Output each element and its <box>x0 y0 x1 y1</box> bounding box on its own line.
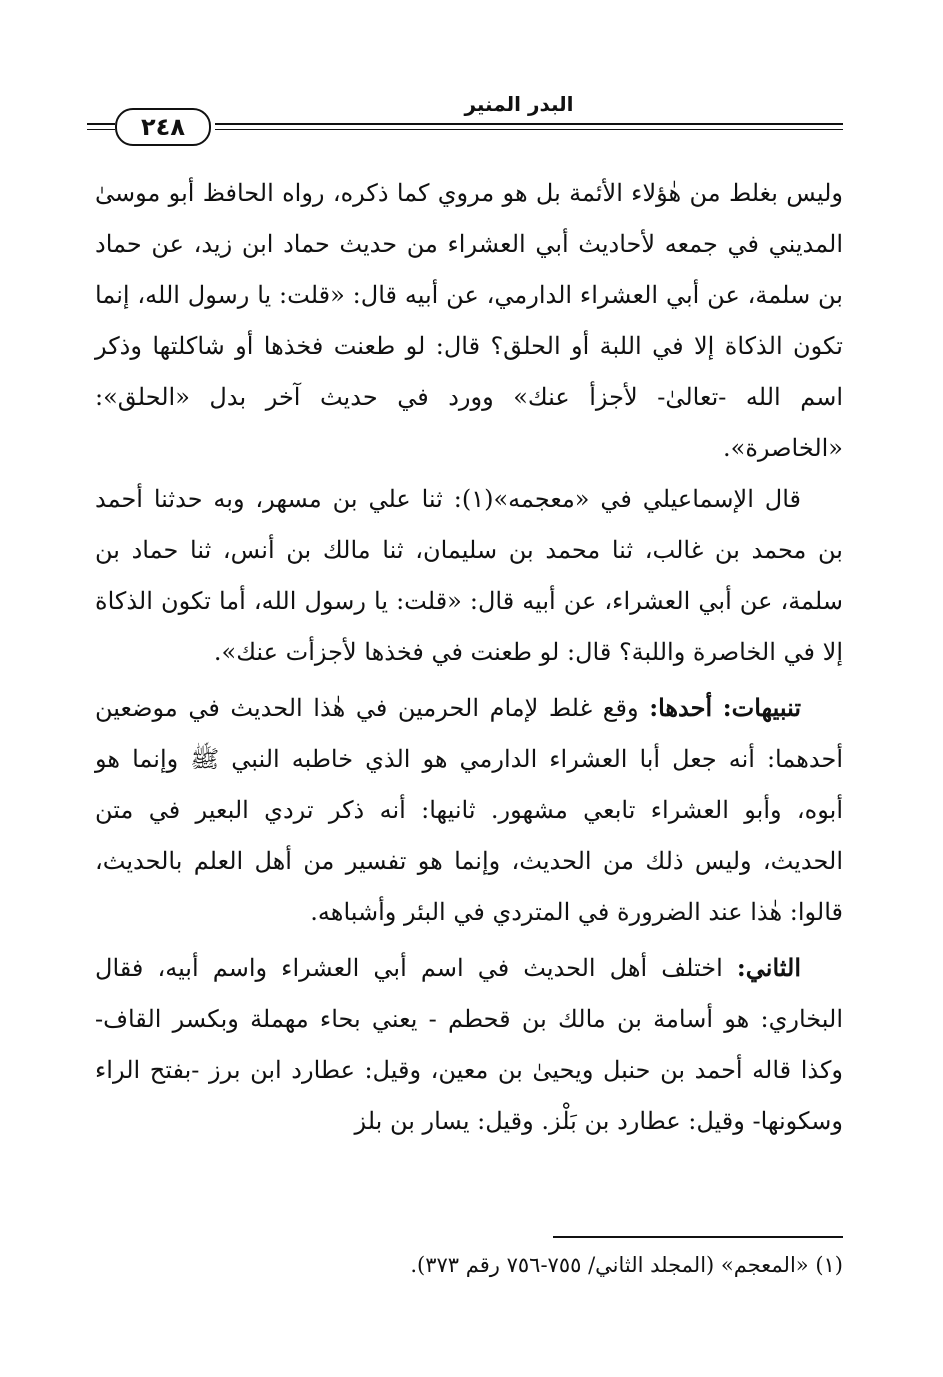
notes-heading: تنبيهات: <box>722 693 801 722</box>
paragraph-3-text: وقع غلط لإمام الحرمين في هٰذا الحديث في موضعين أحدهما: أنه جعل أبا العشراء الدارمي هو الذي خاطبه النبي ﷺ وإنما هو أبوه، وأبو العشراء تابعي مشهور. ثانيها: أنه ذكر تردي البعير في متن الحديث، وليس ذلك من الحديث، وإنما هو تفسير من أهل العلم بالحديث، قالوا: هٰذا عند الضرورة في المتردي في البئر وأشباهه. <box>95 694 843 926</box>
main-text <box>95 168 843 1147</box>
paragraph-3 <box>95 682 843 938</box>
header-rule-left-thin <box>87 129 115 130</box>
header-rule-thick <box>215 123 843 125</box>
paragraph-4-text: اختلف أهل الحديث في اسم أبي العشراء واسم أبيه، فقال البخاري: هو أسامة بن مالك بن قحطم - يعني بحاء مهملة وبكسر القاف- وكذا قاله أحمد بن حنبل ويحيىٰ بن معين، وقيل: عطارد ابن برز -بفتح الراء وسكونها- وقيل: عطارد بن بَلْز. وقيل: يسار بن بلز <box>95 954 843 1135</box>
footnote-rule <box>553 1236 843 1238</box>
paragraph-2: قال الإسماعيلي في «معجمه»(١): ثنا علي بن مسهر، وبه حدثنا أحمد بن محمد بن غالب، ثنا محمد بن سليمان، ثنا مالك بن أنس، ثنا حماد بن سلمة، عن أبي العشراء، عن أبيه قال: «قلت: يا رسول الله، أما تكون الذكاة إلا في الخاصرة واللبة؟ قال: لو طعنت في فخذها لأجزأت عنك». <box>95 485 843 666</box>
header-rule-thin <box>215 129 843 130</box>
page-number: ٢٤٨ <box>115 108 211 146</box>
page-header <box>95 92 843 152</box>
running-title: البدر المنير <box>464 92 574 116</box>
footnote: (١) «المعجم» (المجلد الثاني/ ٧٥٥-٧٥٦ رقم ٣٧٣). <box>410 1253 843 1277</box>
paragraph-1: وليس بغلط من هٰؤلاء الأئمة بل هو مروي كما ذكره، رواه الحافظ أبو موسىٰ المديني في جمعه لأحاديث أبي العشراء من حديث حماد ابن زيد، عن حماد بن سلمة، عن أبي العشراء الدارمي، عن أبيه قال: «قلت: يا رسول الله، إنما تكون الذكاة إلا في اللبة أو الحلق؟ قال: لو طعنت فخذها أو شاكلتها وذكر اسم الله -تعالىٰ- لأجزأ عنك» وورد في حديث آخر بدل «الحلق»: «الخاصرة». <box>95 179 843 462</box>
header-rule-left-thick <box>87 123 115 125</box>
second-note-label: الثاني: <box>736 953 801 982</box>
first-note-label: أحدها: <box>649 693 713 722</box>
paragraph-4 <box>95 942 843 1147</box>
